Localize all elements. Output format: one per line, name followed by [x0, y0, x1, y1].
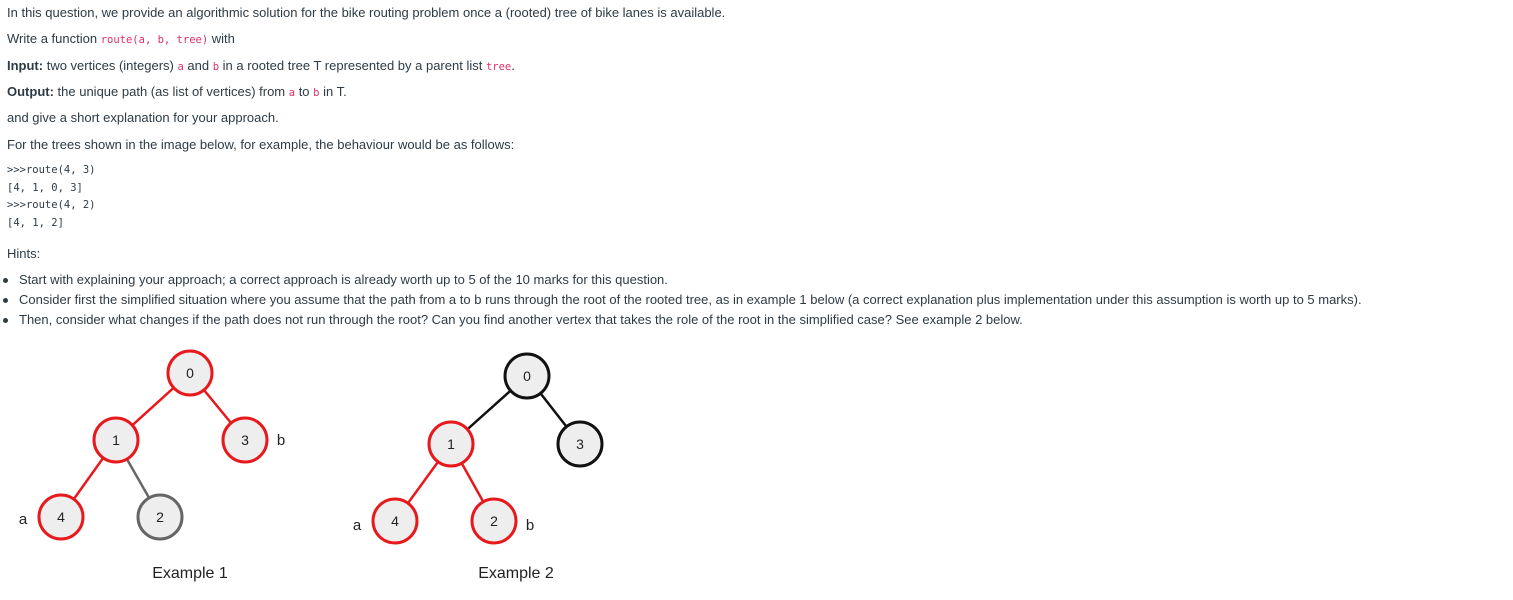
output-label: Output:: [7, 84, 54, 99]
input-text-3: in a rooted tree T represented by a parent list: [219, 58, 486, 73]
write-suffix: with: [208, 31, 235, 46]
input-label: Input:: [7, 58, 44, 73]
behaviour-paragraph: For the trees shown in the image below, for example, the behaviour would be as follows:: [7, 137, 515, 152]
caption-example2: Example 2: [478, 565, 554, 582]
node-label: 0: [186, 365, 194, 381]
label-b-example2: b: [525, 517, 535, 534]
input-code-tree: tree: [485, 61, 512, 73]
node-label: 0: [523, 368, 531, 384]
output-text-1: the unique path (as list of vertices) from: [53, 84, 289, 99]
node-label: 3: [576, 436, 584, 452]
input-code-a: a: [177, 61, 184, 73]
node-label: 2: [156, 509, 164, 525]
hint-item: Then, consider what changes if the path does not run through the root? Can you find another vertex that takes the role of the root in the simplified case? See example 2 below.: [0, 312, 1362, 332]
example-line: [4, 1, 2]: [7, 216, 64, 229]
input-text-2: and: [183, 58, 213, 73]
input-text-4: .: [511, 58, 515, 73]
output-paragraph: [7, 84, 347, 101]
node-label: 2: [490, 513, 498, 529]
node-label: 1: [112, 432, 120, 448]
function-signature-code: route(a, b, tree): [100, 34, 209, 46]
example2-nodes: [373, 354, 602, 543]
example-line: [4, 1, 0, 3]: [7, 181, 83, 194]
example-line: >>>route(4, 3): [7, 164, 96, 176]
node-label: 3: [241, 432, 249, 448]
output-code-a: a: [288, 87, 296, 99]
node-label: 4: [57, 509, 65, 525]
example-line: >>>route(4, 2): [7, 199, 96, 211]
node-label: 1: [447, 436, 455, 452]
hints-list: [0, 272, 1362, 332]
hints-label: Hints:: [7, 246, 41, 261]
example-code-block: [7, 162, 96, 232]
write-function-paragraph: [7, 31, 235, 48]
output-text-2: to: [295, 84, 314, 99]
input-code-b: b: [212, 61, 220, 73]
input-text-1: two vertices (integers): [43, 58, 178, 73]
hint-item: Start with explaining your approach; a correct approach is already worth up to 5 of the 10 marks for this question.: [0, 272, 1362, 292]
example1-nodes: [39, 351, 267, 539]
output-text-3: in T.: [319, 84, 347, 99]
intro-paragraph: In this question, we provide an algorithmic solution for the bike routing problem once a (rooted) tree of bike lanes is available.: [7, 5, 726, 20]
caption-example1: Example 1: [152, 565, 228, 582]
write-prefix: Write a function: [7, 31, 101, 46]
node-label: 4: [391, 513, 399, 529]
tree-examples-diagram: [0, 340, 640, 590]
input-paragraph: [7, 58, 515, 75]
label-b-example1: b: [276, 432, 286, 449]
label-a-example2: a: [352, 517, 362, 534]
hint-item: Consider first the simplified situation where you assume that the path from a to b runs through the root of the rooted tree, as in example 1 below (a correct explanation plus implementation under this assumption is worth up to 5 marks).: [0, 292, 1362, 312]
label-a-example1: a: [18, 511, 28, 528]
explain-paragraph: and give a short explanation for your approach.: [7, 110, 279, 125]
output-code-b: b: [313, 87, 320, 99]
